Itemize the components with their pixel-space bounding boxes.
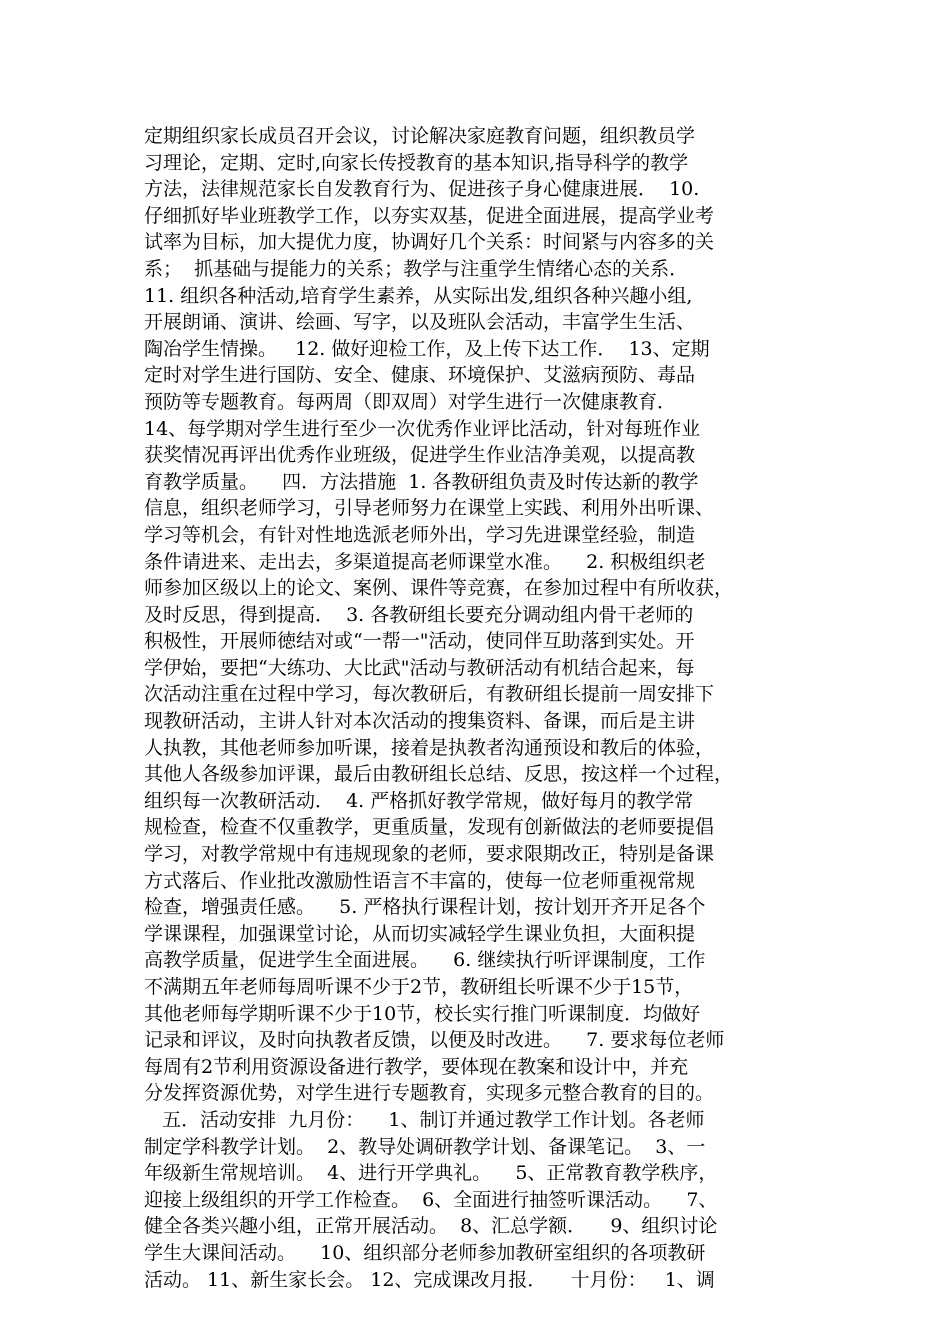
text-line: 迎接上级组织的开学工作检查。 6、全面进行抽签听课活动。 7、 <box>144 1188 718 1211</box>
text-line: 方式落后、作业批改激励性语言不丰富的，使每一位老师重视常规 <box>144 869 696 892</box>
text-line: 学习等机会，有针对性地选派老师外出，学习先进课堂经验，制造 <box>144 523 696 546</box>
text-line: 及时反思，得到提高． 3. 各教研组长要充分调动组内骨干老师的 <box>144 603 694 626</box>
text-line: 分发挥资源优势，对学生进行专题教育，实现多元整合教育的目的。 <box>144 1082 715 1105</box>
text-line: 积极性，开展师徳结对或“一帮一"活动，使同伴互助落到实处。开 <box>144 630 695 653</box>
text-line: 组织每一次教研活动． 4. 严格抓好教学常规，做好每月的教学常 <box>144 789 694 812</box>
text-line: 系； 抓基础与提能力的关系；教学与注重学生情绪心态的关系． <box>144 257 689 280</box>
text-line: 制定学科教学计划。 2、教导处调研教学计划、备课笔记。 3、一 <box>144 1135 706 1158</box>
text-line: 五．活动安排 九月份： 1、制订并通过教学工作计划。各老师 <box>144 1108 705 1131</box>
text-line: 14、每学期对学生进行至少一次优秀作业评比活动，针对每班作业 <box>144 417 701 440</box>
text-line: 开展朗诵、演讲、绘画、写字，以及班队会活动，丰富学生生活、 <box>144 311 696 334</box>
text-line: 年级新生常规培训。 4、进行开学典礼。 5、正常教育教学秩序， <box>144 1162 718 1185</box>
text-line: 预防等专题教育。每两周（即双周）对学生进行一次健康教育． <box>144 390 677 413</box>
text-line: 信息，组织老师学习，引导老师努力在课堂上实践、利用外出听课、 <box>144 497 715 520</box>
text-line: 试率为目标，加大提优力度，协调好几个关系：时间紧与内容多的关 <box>144 231 715 254</box>
text-line: 不满期五年老师每周听课不少于2节，教研组长听课不少于15节， <box>144 976 694 998</box>
text-line: 健全各类兴趣小组，正常开展活动。 8、汇总学额． 9、组织讨论 <box>144 1215 718 1238</box>
text-line: 习理论，定期、定时,向家长传授教育的基本知识,指导科学的教学 <box>144 151 689 174</box>
text-line: 学伊始，要把“大练功、大比武"活动与教研活动有机结合起来，每 <box>144 656 695 679</box>
text-line: 学课课程，加强课堂讨论，从而切实减轻学生课业负担，大面积提 <box>144 922 696 945</box>
text-line: 次活动注重在过程中学习，每次教研后，有教研组长提前一周安排下 <box>144 683 715 706</box>
text-line: 仔细抓好毕业班教学工作，以夯实双基，促进全面进展，提高学业考 <box>144 204 715 227</box>
text-line: 规检查，检查不仅重教学，更重质量，发现有创新做法的老师要提倡 <box>144 816 715 839</box>
text-line: 定期组织家长成员召开会议，讨论解决家庭教育问题，组织教员学 <box>144 125 696 147</box>
text-line: 其他人各级参加评课，最后由教研组长总结、反思，按这样一个过程， <box>144 763 734 786</box>
text-line: 高教学质量，促进学生全面进展。 6. 继续执行听评课制度，工作 <box>144 949 706 972</box>
text-line: 师参加区级以上的论文、案例、课件等竞赛，在参加过程中有所收获， <box>144 577 734 600</box>
text-line: 育教学质量。 四．方法措施 1. 各教研组负责及时传达新的教学 <box>144 470 699 493</box>
text-line: 学生大课间活动。 10、组织部分老师参加教研室组织的各项教研 <box>144 1241 706 1264</box>
text-line: 方法，法律规范家长自发教育行为、促进孩子身心健康进展． 10. <box>144 178 700 201</box>
body-text <box>144 123 814 1293</box>
text-line: 检查，增强责任感。 5. 严格执行课程计划，按计划开齐开足各个 <box>144 896 706 919</box>
text-line: 每周有2节利用资源设备进行教学，要体现在教案和设计中，并充 <box>144 1055 689 1078</box>
text-line: 人执教，其他老师参加听课，接着是执教者沟通预设和教后的体验， <box>144 736 715 759</box>
text-line: 学习，对教学常规中有违规现象的老师，要求限期改正，特别是备课 <box>144 843 715 866</box>
text-line: 陶冶学生情操。 12. 做好迎检工作，及上传下达工作． 13、定期 <box>144 337 710 360</box>
text-line: 现教研活动，主讲人针对本次活动的搜集资料、备课，而后是主讲 <box>144 710 696 733</box>
text-line: 记录和评议，及时向执教者反馈，以便及时改进。 7. 要求每位老师 <box>144 1029 725 1052</box>
text-line: 其他老师每学期听课不少于10节，校长实行推门听课制度．均做好 <box>144 1002 701 1025</box>
text-line: 11. 组织各种活动,培育学生素养，从实际出发,组织各种兴趣小组, <box>144 284 693 307</box>
text-line: 获奖情况再评出优秀作业班级，促进学生作业洁净美观，以提高教 <box>144 444 696 467</box>
text-line: 活动。 11、新生家长会。 12、完成课改月报． 十月份： 1、调 <box>144 1268 715 1291</box>
text-line: 定时对学生进行国防、安全、健康、环境保护、艾滋病预防、毒品 <box>144 364 696 387</box>
text-line: 条件请进来、走出去，多渠道提高老师课堂水准。 2. 积极组织老 <box>144 550 706 573</box>
